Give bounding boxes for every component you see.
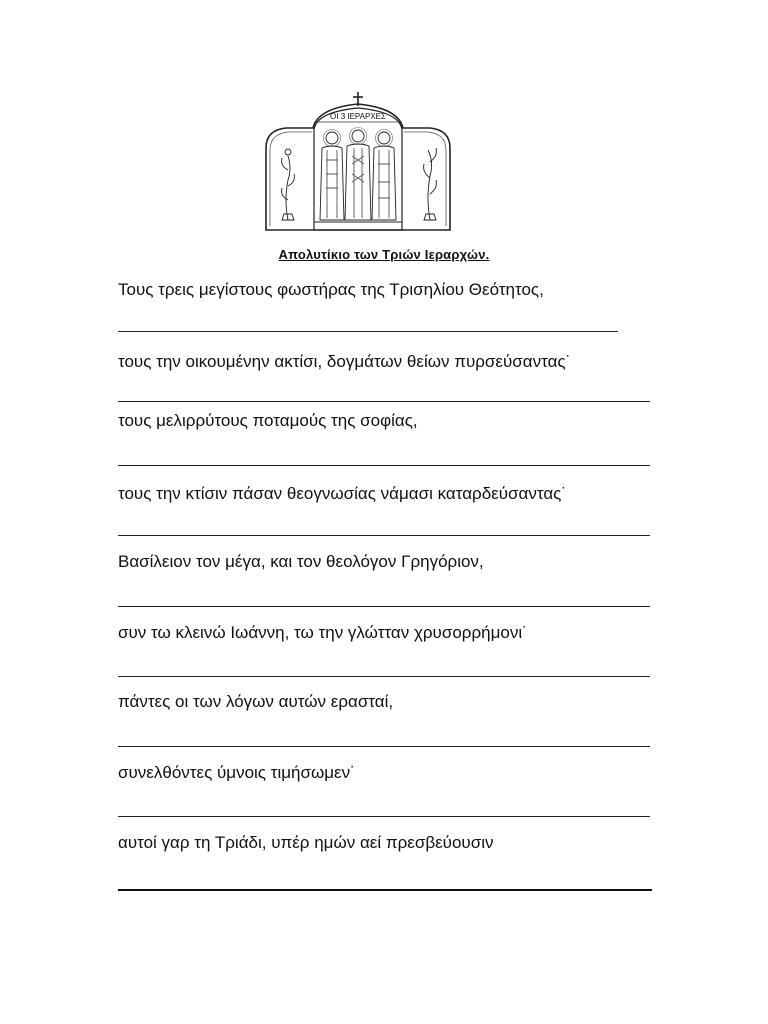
- verse-line-6: συν τω κλεινώ Ιωάννη, τω την γλώτταν χρυσορρήμονι˙: [118, 623, 528, 642]
- verse-line-2: τους την οικουμένην ακτίσι, δογμάτων θείων πυρσεύσαντας˙: [118, 352, 572, 371]
- verse-line-9: αυτοί γαρ τη Τριάδι, υπέρ ημών αεί πρεσβεύουσιν: [118, 833, 494, 852]
- three-hierarchs-icon: [258, 90, 458, 232]
- verse-line-1: Τους τρεις μεγίστους φωστήρας της Τρισηλίου Θεότητος,: [118, 280, 544, 299]
- answer-line-1[interactable]: [118, 331, 618, 332]
- verse-line-7: πάντες οι των λόγων αυτών ερασταί,: [118, 692, 394, 711]
- answer-line-8[interactable]: [118, 816, 650, 817]
- answer-line-4[interactable]: [118, 535, 650, 536]
- answer-line-3[interactable]: [118, 465, 650, 466]
- verse-line-8: συνελθόντες ύμνοις τιμήσωμεν˙: [118, 763, 356, 782]
- answer-line-9[interactable]: [118, 889, 652, 891]
- answer-line-2[interactable]: [118, 401, 650, 402]
- verse-line-3: τους μελιρρύτους ποταμούς της σοφίας,: [118, 411, 418, 430]
- answer-line-6[interactable]: [118, 676, 650, 677]
- hymn-title: Απολυτίκιο των Τριών Ιεραρχών.: [278, 247, 490, 262]
- answer-line-5[interactable]: [118, 606, 650, 607]
- verse-line-4: τους την κτίσιν πάσαν θεογνωσίας νάμασι καταρδεύσαντας˙: [118, 484, 568, 503]
- verse-line-5: Βασίλειον τον μέγα, και τον θεολόγον Γρηγόριον,: [118, 552, 484, 571]
- icon-caption: ΟΙ 3 ΙΕΡΑΡΧΕΣ: [330, 112, 386, 121]
- answer-line-7[interactable]: [118, 746, 650, 747]
